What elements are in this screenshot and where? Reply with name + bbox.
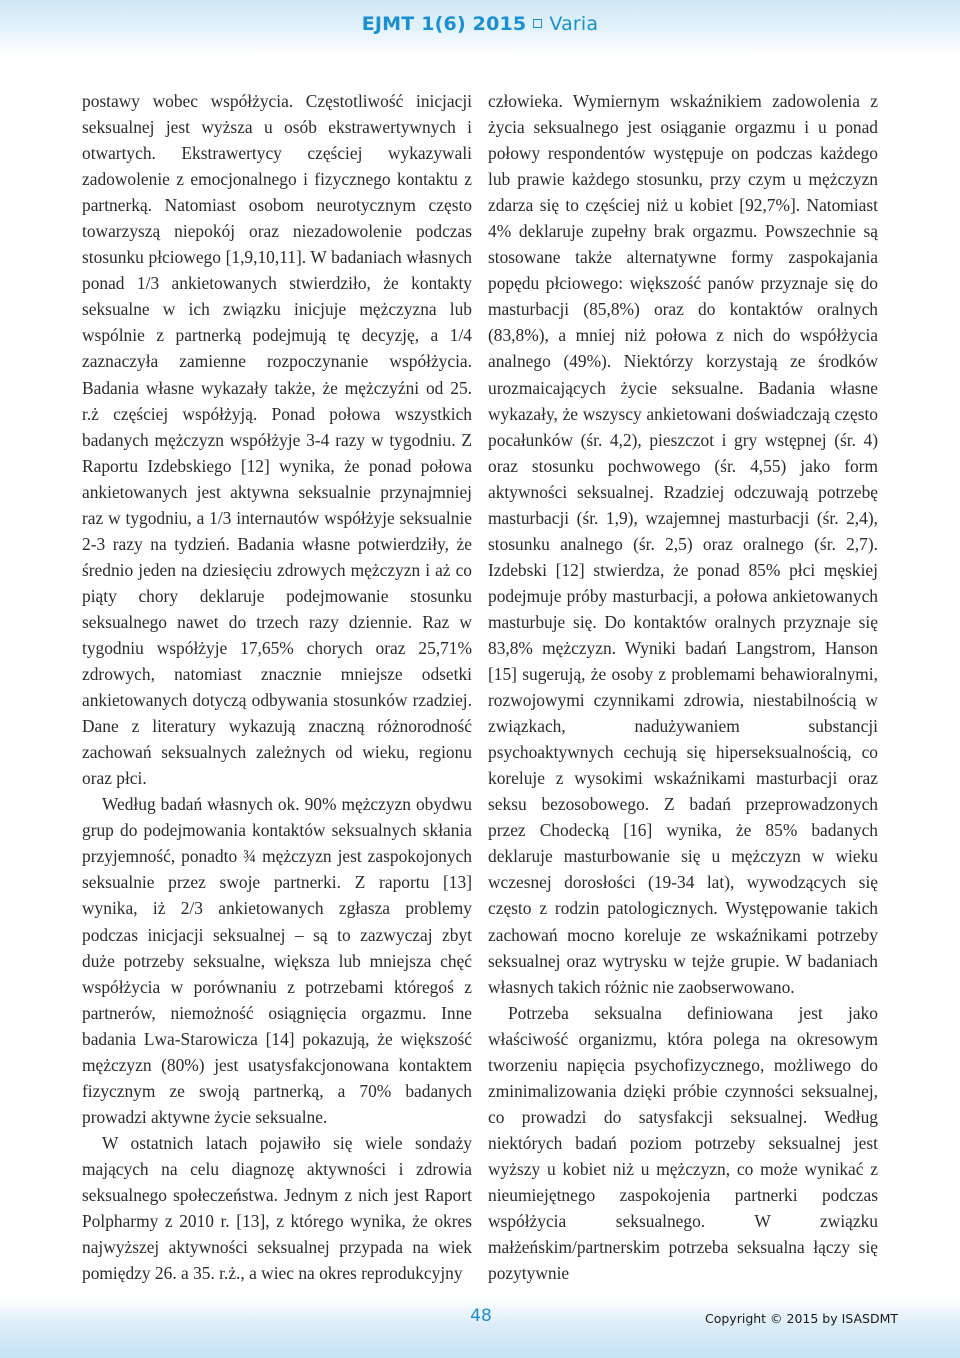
running-header bbox=[0, 13, 960, 35]
paragraph: Według badań własnych ok. 90% mężczyzn obydwu grup do podejmowania kontaktów seksualnych skłania przyjemność, ponadto ¾ mężczyzn jest zaspokojonych seksualnie przez swoje partnerki. Z raportu [13] wynika, iż 2/3 ankietowanych zgłasza problemy podczas inicjacji seksualnej – są to zazwyczaj zbyt duże potrzeby seksualne, większa lub mniejsza chęć współżycia w porównaniu z potrzebami któregoś z partnerów, niemożność osiągnięcia orgazmu. Inne badania Lwa-Starowicza [14] pokazują, że większość mężczyzn (80%) jest usatysfakcjonowana kontaktem fizycznym ze swoją partnerką, a 70% badanych prowadzi aktywne życie seksualne. bbox=[82, 794, 472, 1127]
paragraph: W ostatnich latach pojawiło się wiele sondaży mających na celu diagnozę aktywności i zdrowia seksualnego społeczeństwa. Jednym z nich jest Raport Polpharmy z 2010 r. [13], z którego wynika, że okres najwyższej aktywności seksualnej przypada na wiek pomiędzy 26. a 35. r.ż., a wiec na okres reprodukcyjny bbox=[82, 1132, 472, 1284]
section-name: Varia bbox=[549, 13, 599, 35]
copyright-notice: Copyright © 2015 by ISASDMT bbox=[705, 1311, 898, 1326]
page-number: 48 bbox=[470, 1306, 492, 1326]
paragraph: człowieka. Wymiernym wskaźnikiem zadowolenia z życia seksualnego jest osiąganie orgazmu i u ponad połowy respondentów występuje on podczas każdego lub prawie każdego stosunku, przy czym u mężczyzn zdarza się to częściej niż u kobiet [92,7%]. Natomiast 4% deklaruje zupełny brak orgazmu. Powszechnie są stosowane także alternatywne formy zaspokajania popędu płciowego: większość panów przyznaje się do masturbacji (85,8%) oraz do kontaktów oralnych (83,8%), a mniej niż połowa z nich do współżycia analnego (49%). Niektórzy korzystają ze środków urozmaicających życie seksualne. Badania własne wykazały, że wszyscy ankietowani doświadczają często pocałunków (śr. 4,2), pieszczot i gry wstępnej (śr. 4) oraz stosunku pochwowego (śr. 4,55) jako form aktywności seksualnej. Rzadziej odczuwają potrzebę masturbacji (śr. 1,9), wzajemnej masturbacji (śr. 2,4), stosunku analnego (śr. 2,5) oraz oralnego (śr. 2,7). Izdebski [12] stwierdza, że ponad 85% płci męskiej podejmuje próby masturbacji, a połowa ankietowanych masturbuje się. Do kontaktów oralnych przyznaje się 83,8% mężczyzn. Wyniki badań Langstrom, Hanson [15] sugerują, że osoby z problemami behawioralnymi, rozwojowymi czynnikami zdrowia, niestabilnością w związkach, nadużywaniem substancji psychoaktywnych cechują się hiperseksualnością, co koreluje z wysokimi wskaźnikami masturbacji oraz seksu bezosobowego. Z badań przeprowadzonych przez Chodecką [16] wynika, że 85% badanych deklaruje masturbowanie się u mężczyzn w wieku wczesnej dorosłości (19-34 lat), wywodzących się często z rodzin patologicznych. Występowanie takich zachowań mocno koreluje ze wskaźnikami potrzeby seksualnej oraz wytrysku w tejże grupie. W badaniach własnych takich różnic nie zaobserwowano. bbox=[488, 91, 878, 997]
right-column bbox=[488, 88, 878, 1286]
paragraph: Potrzeba seksualna definiowana jest jako właściwość organizmu, która polega na okresowym tworzeniu napięcia psychofizycznego, możliwego do zminimalizowania dzięki próbie czynności seksualnej, co prowadzi do satysfakcji seksualnej. Według niektórych badań poziom potrzeby seksualnej jest wyższy u kobiet niż u mężczyzn, co może wynikać z nieumiejętnego zaspokojenia partnerki podczas współżycia seksualnego. W związku małżeńskim/partnerskim potrzeba seksualna łączy się pozytywnie bbox=[488, 1002, 878, 1284]
left-column bbox=[82, 88, 472, 1286]
paragraph: postawy wobec współżycia. Częstotliwość inicjacji seksualnej jest wyższa u osób ekstrawertywnych i otwartych. Ekstrawertycy częściej wykazywali zadowolenie z emocjonalnego i fizycznego kontaktu z partnerką. Natomiast osobom neurotycznym często towarzyszą niepokój oraz niezadowolenie podczas stosunku płciowego [1,9,10,11]. W badaniach własnych ponad 1/3 ankietowanych stwierdziło, że kontakty seksualne w ich związku inicjuje mężczyzna lub wspólnie z partnerką podejmują tę decyzję, a 1/4 zaznaczyła zamienne rozpoczynanie współżycia. Badania własne wykazały także, że mężczyźni od 25. r.ż częściej współżyją. Ponad połowa wszystkich badanych mężczyzn współżyje 3-4 razy w tygodniu. Z Raportu Izdebskiego [12] wynika, że ponad połowa ankietowanych jest aktywna seksualnie przynajmniej raz w tygodniu, a 1/3 internautów współżyje seksualnie 2-3 razy na tydzień. Badania własne potwierdziły, że średnio jeden na dziesięciu zdrowych mężczyzn i aż co piąty chory deklaruje podejmowanie stosunku seksualnego nawet do trzech razy dziennie. Raz w tygodniu współżyje 17,65% chorych oraz 25,71% zdrowych, natomiast znacznie mniejsze odsetki ankietowanych dotyczą odbywania stosunków rzadziej. Dane z literatury wykazują znaczną różnorodność zachowań seksualnych zależnych od wieku, regionu oraz płci. bbox=[82, 91, 472, 789]
journal-name: EJMT 1(6) 2015 bbox=[361, 13, 527, 35]
separator-square-icon bbox=[533, 19, 542, 28]
